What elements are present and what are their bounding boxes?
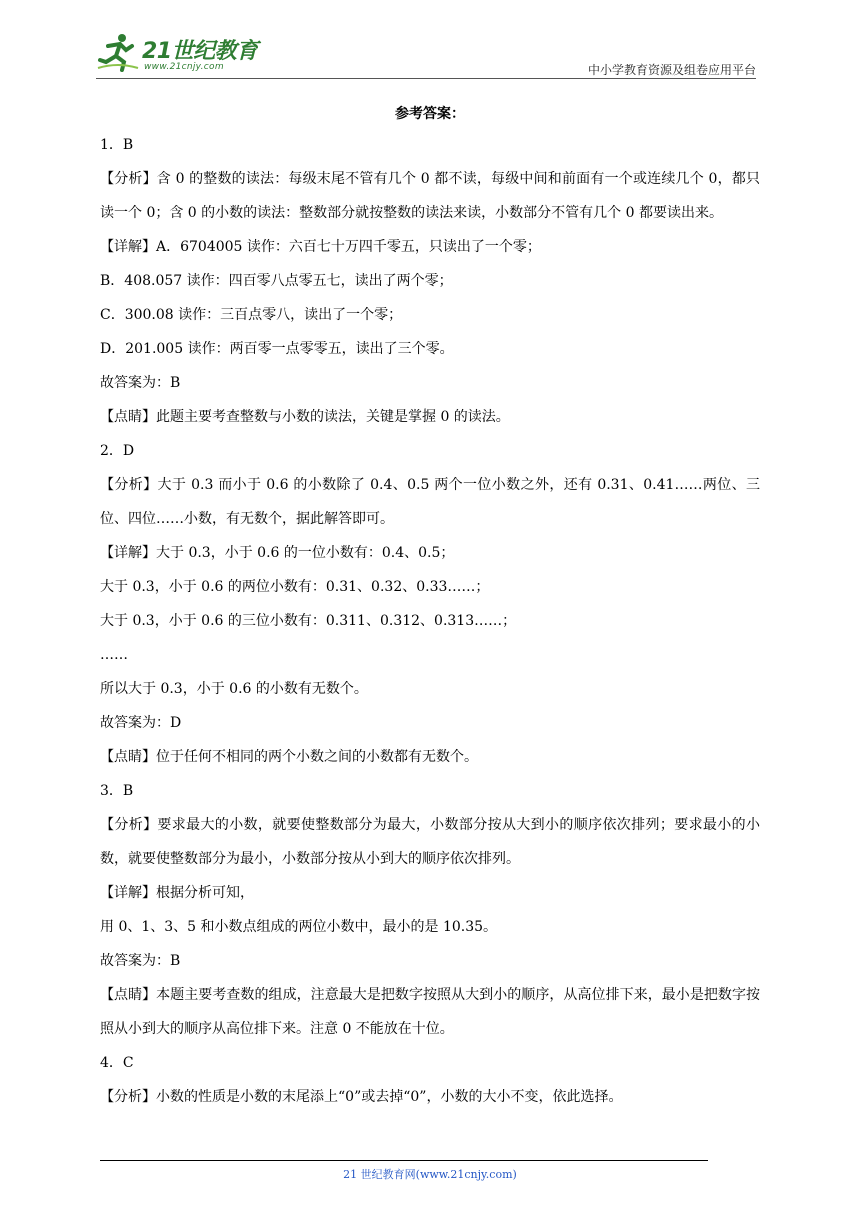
- detail-line: 用 0、1、3、5 和小数点组成的两位小数中，最小的是 10.35。: [100, 919, 498, 935]
- answer-line: 故答案为：B: [100, 375, 181, 391]
- detail-line: 大于 0.3，小于 0.6 的三位小数有：0.311、0.312、0.313……；: [100, 613, 517, 629]
- detail-line: D．201.005 读作：两百零一点零零五，读出了三个零。: [100, 341, 454, 357]
- site-logo[interactable]: [96, 30, 266, 76]
- detail-line: 所以大于 0.3，小于 0.6 的小数有无数个。: [100, 681, 368, 697]
- detail-line: 【详解】大于 0.3，小于 0.6 的一位小数有：0.4、0.5；: [100, 545, 455, 561]
- header-divider: [96, 78, 756, 79]
- footer-link[interactable]: 21 世纪教育网(www.21cnjy.com): [343, 1168, 517, 1181]
- logo-text: 21世纪教育: [142, 39, 258, 64]
- question-number: 4．C: [100, 1055, 134, 1071]
- comment-line: 【点睛】此题主要考查整数与小数的读法，关键是掌握 0 的读法。: [100, 409, 510, 425]
- footer-divider: [100, 1160, 708, 1161]
- answer-line: 故答案为：B: [100, 953, 181, 969]
- comment-paragraph: 【点睛】本题主要考查数的组成，注意最大是把数字按照从大到小的顺序，从高位排下来，最小是把数字按照从小到大的顺序从高位排下来。注意 0 不能放在十位。: [100, 987, 760, 1037]
- logo-url: www.21cnjy.com: [144, 62, 224, 72]
- ellipsis-line: ……: [100, 647, 128, 663]
- platform-name: 中小学教育资源及组卷应用平台: [587, 63, 756, 77]
- detail-line: 大于 0.3，小于 0.6 的两位小数有：0.31、0.32、0.33……；: [100, 579, 490, 595]
- page-header: [96, 30, 756, 80]
- comment-line: 【点睛】位于任何不相同的两个小数之间的小数都有无数个。: [100, 749, 478, 765]
- answer-line: 故答案为：D: [100, 715, 182, 731]
- runner-logo-icon: [96, 32, 140, 72]
- analysis-paragraph: 【分析】要求最大的小数，就要使整数部分为最大，小数部分按从大到小的顺序依次排列；要求最小的小数，就要使整数部分为最小，小数部分按从小到大的顺序依次排列。: [100, 817, 760, 867]
- detail-line: 【详解】A．6704005 读作：六百七十万四千零五，只读出了一个零；: [100, 239, 541, 255]
- analysis-paragraph: 【分析】大于 0.3 而小于 0.6 的小数除了 0.4、0.5 两个一位小数之外，还有 0.31、0.41……两位、三位、四位……小数，有无数个，据此解答即可。: [100, 477, 760, 527]
- question-number: 3．B: [100, 783, 134, 799]
- answer-content: [100, 128, 760, 1114]
- detail-line: B．408.057 读作：四百零八点零五七，读出了两个零；: [100, 273, 453, 289]
- detail-line: 【详解】根据分析可知，: [100, 885, 254, 901]
- page-title: 参考答案：: [395, 106, 465, 122]
- question-number: 1．B: [100, 137, 134, 153]
- analysis-paragraph: 【分析】含 0 的整数的读法：每级末尾不管有几个 0 都不读，每级中间和前面有一个或连续几个 0，都只读一个 0；含 0 的小数的读法：整数部分就按整数的读法来读，小数部分不管有几个 0 都要读出来。: [100, 171, 760, 221]
- analysis-line: 【分析】小数的性质是小数的末尾添上“0”或去掉“0”，小数的大小不变，依此选择。: [100, 1089, 623, 1105]
- question-number: 2．D: [100, 443, 135, 459]
- detail-line: C．300.08 读作：三百点零八，读出了一个零；: [100, 307, 403, 323]
